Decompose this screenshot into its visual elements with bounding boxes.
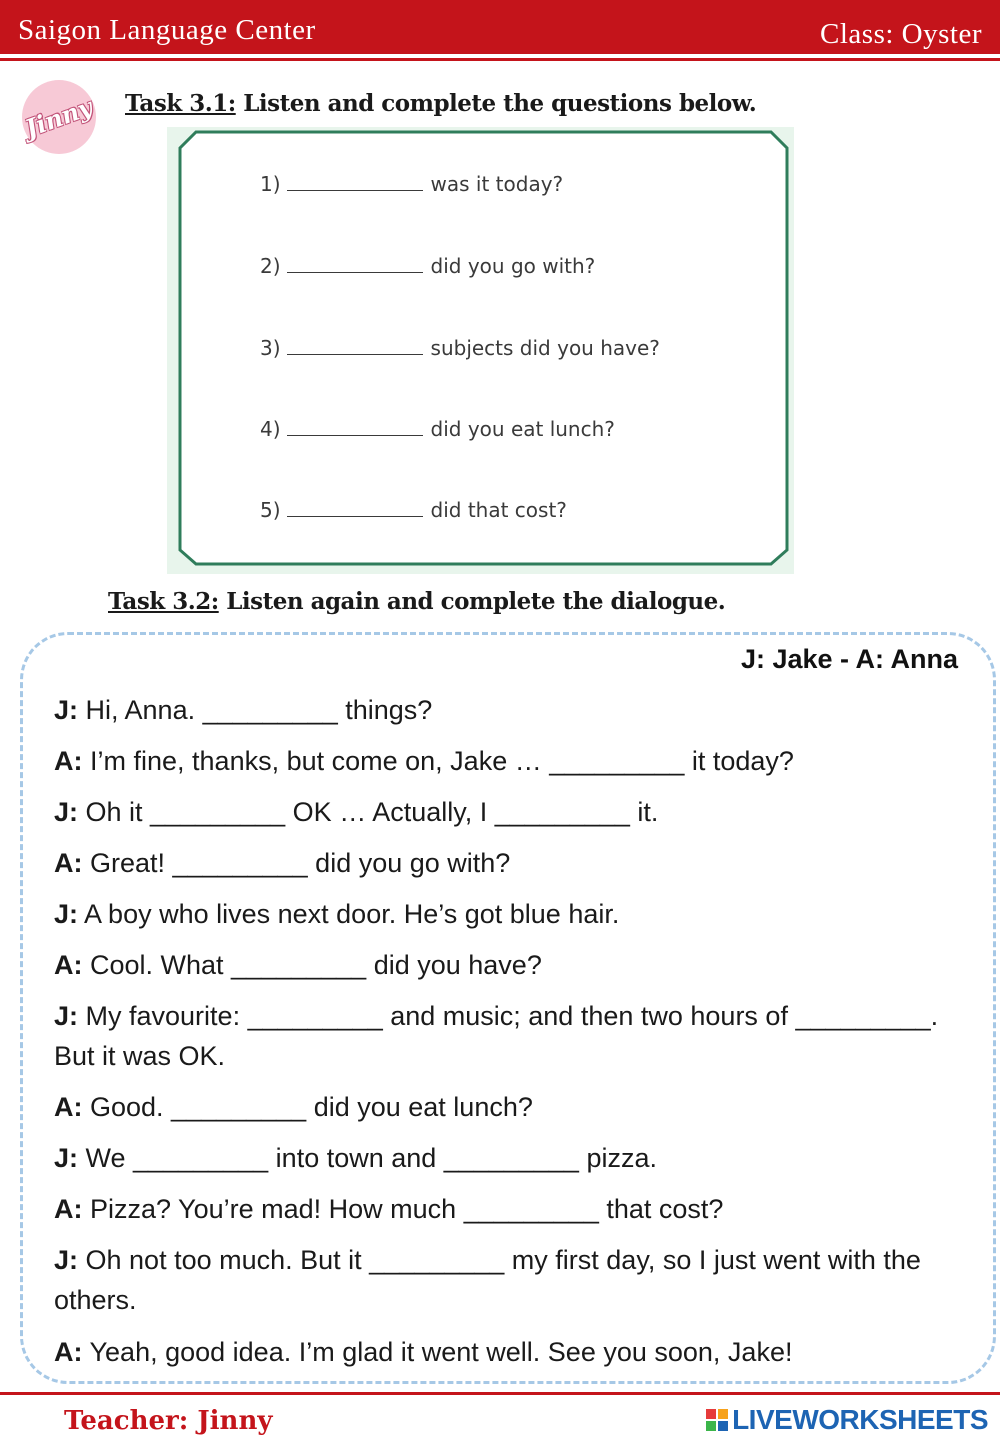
line-text: Great! _________ did you go with? (82, 848, 511, 878)
teacher-name: Teacher: Jinny (64, 1406, 273, 1436)
line-text: Pizza? You’re mad! How much _________ that cost? (82, 1194, 724, 1224)
question-3 (260, 336, 660, 360)
answer-blank[interactable] (287, 256, 423, 273)
speaker-label: A: (54, 1337, 83, 1367)
question-number: 5) (260, 498, 281, 522)
speaker-label: A: (54, 848, 83, 878)
question-number: 4) (260, 417, 281, 441)
line-text: My favourite: _________ and music; and then two hours of _________. But it was OK. (54, 1001, 939, 1071)
answer-blank[interactable] (287, 500, 423, 517)
task-3-1-number: Task 3.1: (125, 90, 236, 117)
dialogue-line (54, 1240, 954, 1320)
header-bar (0, 0, 1000, 57)
dialogue-line (54, 1138, 954, 1178)
dialogue-line (54, 1087, 954, 1127)
dialogue-line (54, 843, 954, 883)
jinny-logo (22, 80, 96, 154)
speaker-label: J: (54, 797, 79, 827)
line-text: Hi, Anna. _________ things? (78, 695, 433, 725)
speaker-label: J: (54, 695, 79, 725)
question-number: 2) (260, 254, 281, 278)
class-name: Class: Oyster (820, 18, 982, 50)
dialogue-line (54, 1189, 954, 1229)
dialogue-line (54, 1332, 954, 1372)
question-number: 3) (260, 336, 281, 360)
speaker-label: A: (54, 746, 83, 776)
speaker-label: J: (54, 1143, 79, 1173)
dialogue-line (54, 741, 954, 781)
speaker-label: A: (54, 950, 83, 980)
task-3-1-title (125, 90, 756, 117)
line-text: A boy who lives next door. He’s got blue hair. (78, 899, 620, 929)
speaker-label: A: (54, 1194, 83, 1224)
school-name: Saigon Language Center (18, 14, 316, 46)
dialogue-line (54, 792, 954, 832)
question-text: did that cost? (430, 498, 567, 522)
header-rule (0, 58, 1000, 61)
line-text: Yeah, good idea. I’m glad it went well. See you soon, Jake! (82, 1337, 793, 1367)
answer-blank[interactable] (287, 338, 423, 355)
task-3-2-number: Task 3.2: (108, 588, 219, 615)
question-5 (260, 498, 567, 522)
question-text: did you eat lunch? (430, 417, 615, 441)
question-1 (260, 172, 563, 196)
speaker-label: J: (54, 1001, 79, 1031)
line-text: Cool. What _________ did you have? (82, 950, 542, 980)
question-4 (260, 417, 615, 441)
dialogue-line (54, 945, 954, 985)
line-text: Oh not too much. But it _________ my first day, so I just went with the others. (54, 1245, 921, 1315)
answer-blank[interactable] (287, 419, 423, 436)
question-text: did you go with? (430, 254, 596, 278)
task-3-2-title (108, 588, 725, 615)
speaker-key: J: Jake - A: Anna (740, 644, 958, 674)
liveworksheets-icon (706, 1409, 728, 1431)
dialogue-line (54, 894, 954, 934)
line-text: I’m fine, thanks, but come on, Jake … _________ it today? (82, 746, 794, 776)
question-number: 1) (260, 172, 281, 196)
line-text: Oh it _________ OK … Actually, I _________ it. (78, 797, 659, 827)
liveworksheets-brand[interactable] (706, 1404, 988, 1436)
question-text: subjects did you have? (430, 336, 660, 360)
task-3-1-instruction: Listen and complete the questions below. (235, 90, 757, 117)
task-3-2-instruction: Listen again and complete the dialogue. (218, 588, 726, 615)
speaker-label: J: (54, 899, 79, 929)
dialogue-line (54, 996, 954, 1076)
answer-blank[interactable] (287, 174, 423, 191)
dialogue-line (54, 690, 954, 730)
liveworksheets-text: LIVEWORKSHEETS (732, 1404, 988, 1435)
speaker-label: J: (54, 1245, 79, 1275)
questions-box (178, 130, 789, 566)
question-text: was it today? (430, 172, 564, 196)
line-text: Good. _________ did you eat lunch? (82, 1092, 533, 1122)
logo-text: Jinny (21, 91, 97, 143)
question-2 (260, 254, 595, 278)
footer-rule (0, 1392, 1000, 1395)
line-text: We _________ into town and _________ pizza. (78, 1143, 657, 1173)
speaker-label: A: (54, 1092, 83, 1122)
